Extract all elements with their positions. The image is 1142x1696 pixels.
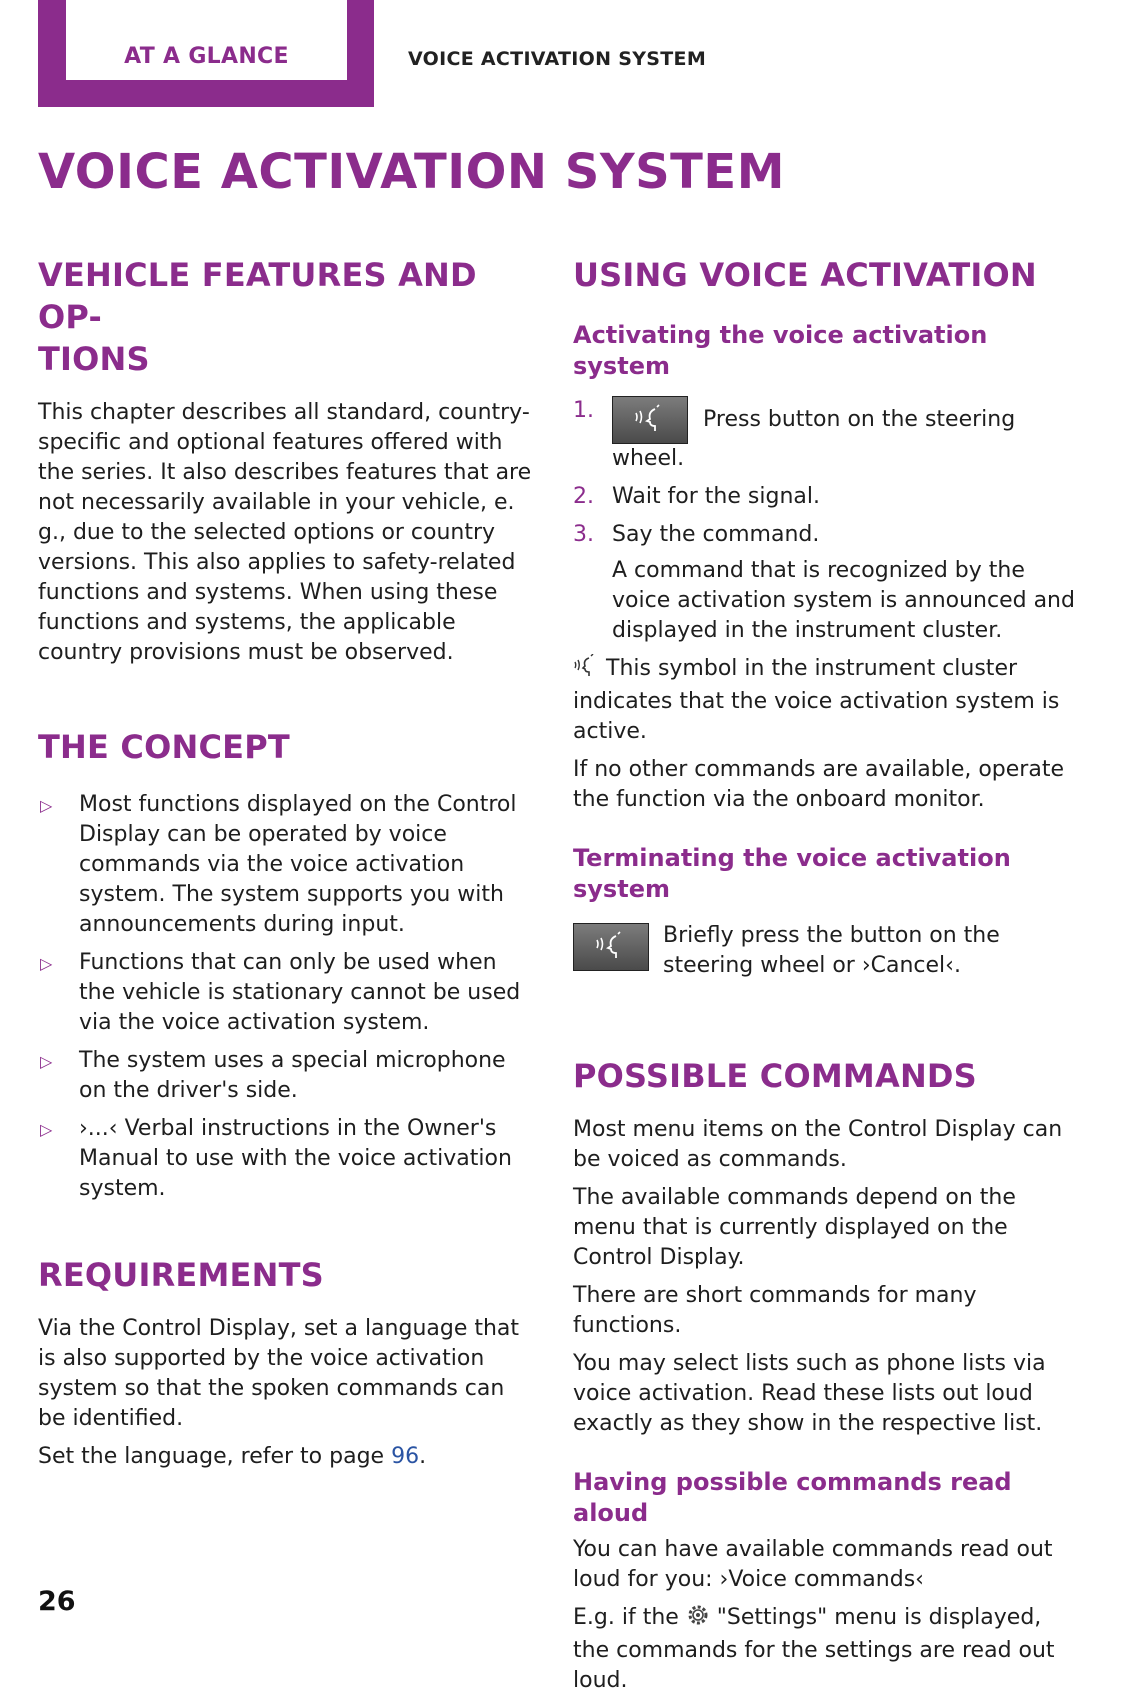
terminating-subheading-line2: system [573,875,670,903]
terminating-text: Briefly press the button on the steering wheel or ›Cancel‹. [663,923,1000,978]
symbol-note [573,654,1075,747]
features-heading-line2: TIONS [38,340,150,378]
step-number: 3. [573,522,594,547]
step-number: 2. [573,484,594,509]
step-item [573,520,1075,550]
list-item [38,790,538,940]
requirements-reference [38,1442,538,1472]
requirements-body: Via the Control Display, set a language that is also supported by the voice activation system so that the spoken commands can be identified. [38,1316,520,1431]
symbol-note-text: This symbol in the instrument cluster indicates that the voice activation system is active. [573,656,1060,744]
step-item [573,396,1075,474]
reference-suffix: . [419,1444,427,1469]
possible-paragraph: Most menu items on the Control Display can be voiced as commands. [573,1117,1063,1172]
step-number: 1. [573,398,594,423]
list-item [38,948,538,1038]
features-heading [38,254,538,380]
fallback-note: If no other commands are available, operate the function via the onboard monitor. [573,757,1064,812]
list-item [38,1046,538,1106]
requirements-heading: REQUIREMENTS [38,1256,324,1294]
features-body: This chapter describes all standard, country-specific and optional features offered with the series. It also describes features that are not necessarily available in your vehicle, e. g., due to the selected options or country versions. This also applies to safety-related functions and systems. When using these functions and systems, the applicable country provisions must be observed. [38,400,532,665]
voice-button-icon [612,396,688,444]
bullet-text: ›...‹ Verbal instructions in the Owner's Manual to use with the voice activation system. [79,1116,512,1201]
read-aloud-subheading: Having possible commands read aloud [573,1468,1012,1527]
right-column [573,254,1075,1696]
terminating-subheading [573,843,1075,905]
chapter-tab-inner [66,0,347,80]
example-suffix: "Settings" menu is displayed, the commands for the settings are read out loud. [573,1605,1055,1693]
step-text: Say the command. [612,522,820,547]
voice-active-icon [573,654,599,687]
activation-steps [573,396,1075,646]
bullet-text: Functions that can only be used when the vehicle is stationary cannot be used via the voice activation system. [79,950,521,1035]
example-prefix: E.g. if the [573,1605,686,1630]
bullet-triangle-icon: ▷ [40,1120,53,1139]
using-section [573,254,1075,981]
bullet-triangle-icon: ▷ [40,796,53,815]
read-aloud-text: You can have available commands read out loud for you: ›Voice commands‹ [573,1537,1053,1592]
reference-prefix: Set the language, refer to page [38,1444,392,1469]
step-item [573,482,1075,512]
bullet-text: The system uses a special microphone on the driver's side. [79,1048,506,1103]
using-heading: USING VOICE ACTIVATION [573,256,1037,294]
features-heading-line1: VEHICLE FEATURES AND OP- [38,256,477,336]
page-title: VOICE ACTIVATION SYSTEM [38,144,785,200]
voice-button-icon [573,923,649,971]
chapter-tab [38,0,374,107]
possible-paragraph: The available commands depend on the menu that is currently displayed on the Control Display. [573,1185,1016,1270]
concept-section [38,726,538,1204]
features-section [38,254,538,668]
concept-bullet-list [38,790,538,1204]
left-column [38,254,538,1472]
activating-subheading: Activating the voice activation system [573,321,988,380]
settings-example [573,1603,1075,1696]
step-text: Press button on the steering wheel. [612,407,1016,471]
step-text: Wait for the signal. [612,484,820,509]
settings-gear-icon [686,1603,710,1636]
running-head: VOICE ACTIVATION SYSTEM [408,48,707,70]
page-number: 26 [38,1586,76,1617]
bullet-text: Most functions displayed on the Control Display can be operated by voice commands via the voice activation system. The system supports you with announcements during input. [79,792,517,937]
chapter-tab-label: AT A GLANCE [124,44,289,69]
list-item [38,1114,538,1204]
bullet-triangle-icon: ▷ [40,954,53,973]
possible-commands-section [573,1055,1075,1696]
step3-detail: A command that is recognized by the voice activation system is announced and displayed in the instrument cluster. [612,558,1075,643]
requirements-section [38,1254,538,1472]
possible-commands-heading: POSSIBLE COMMANDS [573,1057,977,1095]
terminating-row [573,921,1075,981]
terminating-subheading-line1: Terminating the voice activation [573,844,1011,872]
bullet-triangle-icon: ▷ [40,1052,53,1071]
possible-paragraph: You may select lists such as phone lists via voice activation. Read these lists out loud exactly as they show in the respective list. [573,1351,1046,1436]
concept-heading: THE CONCEPT [38,728,290,766]
possible-paragraph: There are short commands for many functions. [573,1283,977,1338]
page-link[interactable]: 96 [391,1444,420,1469]
